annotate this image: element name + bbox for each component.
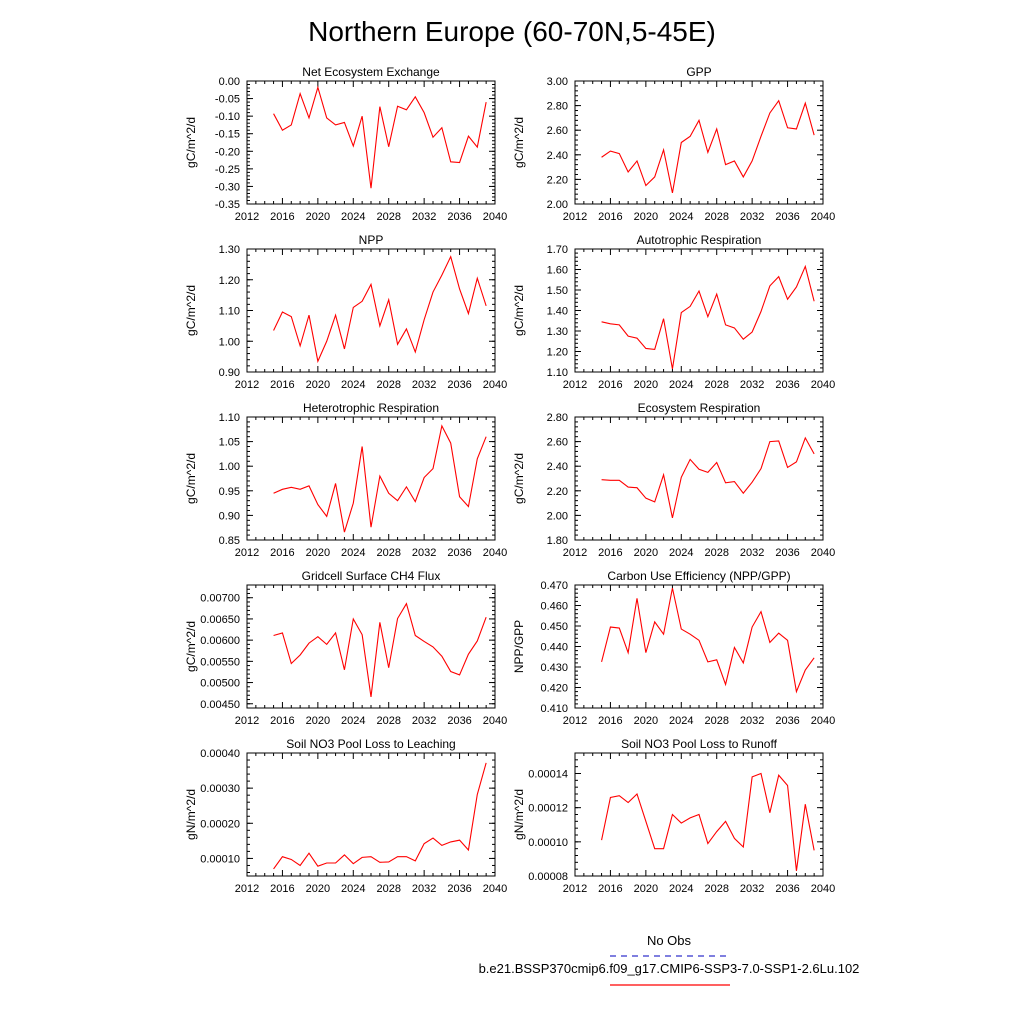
legend	[479, 933, 860, 985]
y-tick-label: 1.80	[546, 535, 568, 547]
x-tick-label: 2024	[669, 715, 694, 727]
y-tick-label: 1.50	[546, 285, 568, 297]
y-tick-label: 1.00	[218, 336, 240, 349]
x-tick-label: 2024	[341, 211, 366, 223]
x-tick-label: 2032	[411, 883, 437, 895]
x-tick-label: 2036	[775, 379, 800, 391]
y-tick-label: 0.00450	[200, 698, 240, 711]
y-tick-label: 2.60	[546, 436, 568, 449]
chart-heterotrophic-respiration	[184, 401, 507, 559]
x-tick-label: 2020	[633, 883, 659, 895]
y-tick-label: 0.00008	[528, 871, 568, 883]
x-tick-label: 2024	[669, 883, 694, 895]
y-tick-label: 0.00600	[200, 635, 240, 648]
plot-frame	[575, 417, 823, 540]
y-tick-label: 1.10	[546, 367, 568, 379]
x-tick-label: 2036	[775, 547, 800, 559]
chart-carbon-use-efficiency-npp-gpp	[512, 569, 835, 727]
y-tick-label: 1.10	[218, 412, 240, 424]
series-line-model	[274, 763, 487, 869]
y-tick-label: -0.20	[214, 146, 240, 159]
y-axis-label: gC/m^2/d	[184, 285, 198, 336]
y-tick-label: 1.10	[218, 305, 240, 318]
y-tick-label: 0.00650	[200, 613, 240, 626]
x-tick-label: 2016	[598, 715, 623, 727]
x-tick-label: 2028	[376, 379, 401, 391]
chart-title: Gridcell Surface CH4 Flux	[301, 569, 441, 583]
chart-gpp	[512, 65, 835, 223]
x-tick-label: 2020	[305, 883, 331, 895]
y-tick-label: 0.450	[540, 621, 568, 633]
y-tick-label: -0.15	[214, 128, 240, 141]
x-tick-label: 2032	[739, 547, 765, 559]
x-tick-label: 2028	[704, 379, 729, 391]
x-tick-label: 2028	[376, 547, 401, 559]
x-tick-label: 2016	[598, 883, 623, 895]
x-tick-label: 2028	[376, 883, 401, 895]
y-tick-label: 0.00	[218, 76, 240, 88]
x-tick-label: 2032	[411, 715, 437, 727]
y-tick-label: 1.70	[546, 244, 568, 256]
chart-soil-no3-pool-loss-to-leaching	[184, 737, 507, 895]
y-tick-label: 1.20	[546, 346, 568, 359]
figure-title: Northern Europe (60-70N,5-45E)	[308, 16, 716, 47]
chart-title: NPP	[358, 233, 384, 247]
x-tick-label: 2028	[376, 211, 401, 223]
chart-title: Autotrophic Respiration	[636, 233, 762, 247]
x-tick-label: 2012	[562, 883, 588, 895]
x-tick-label: 2012	[234, 379, 260, 391]
x-tick-label: 2020	[633, 715, 659, 727]
chart-net-ecosystem-exchange	[184, 65, 507, 223]
chart-title: Soil NO3 Pool Loss to Runoff	[621, 737, 777, 751]
x-tick-label: 2024	[669, 379, 694, 391]
y-tick-label: 0.00040	[200, 748, 240, 760]
x-tick-label: 2024	[669, 211, 694, 223]
x-tick-label: 2036	[775, 715, 800, 727]
y-tick-label: 1.20	[218, 274, 240, 287]
x-tick-label: 2032	[739, 715, 765, 727]
y-axis-label: gN/m^2/d	[512, 789, 526, 840]
chart-title: Net Ecosystem Exchange	[302, 65, 440, 79]
x-tick-label: 2036	[447, 211, 472, 223]
x-tick-label: 2036	[447, 379, 472, 391]
y-tick-label: 0.00550	[200, 656, 240, 669]
x-tick-label: 2012	[234, 547, 260, 559]
series-line-model	[602, 774, 815, 871]
y-axis-label: gC/m^2/d	[184, 117, 198, 168]
y-tick-label: 0.420	[540, 682, 568, 695]
series-line-model	[274, 257, 487, 362]
x-tick-label: 2036	[775, 211, 800, 223]
y-tick-label: -0.10	[214, 111, 240, 124]
y-tick-label: 0.00700	[200, 592, 240, 605]
x-tick-label: 2016	[598, 211, 623, 223]
x-tick-label: 2032	[411, 379, 437, 391]
y-tick-label: 0.430	[540, 662, 568, 674]
legend-model-label: b.e21.BSSP370cmip6.f09_g17.CMIP6-SSP3-7.0-SSP1-2.6Lu.102	[478, 961, 860, 976]
x-tick-label: 2032	[739, 883, 765, 895]
y-tick-label: -0.05	[214, 93, 240, 106]
x-tick-label: 2028	[376, 715, 401, 727]
panels-container	[184, 65, 835, 895]
chart-title: GPP	[686, 65, 712, 79]
x-tick-label: 2012	[234, 211, 260, 223]
x-tick-label: 2012	[562, 211, 588, 223]
y-axis-label: gC/m^2/d	[512, 285, 526, 336]
x-tick-label: 2012	[234, 883, 260, 895]
chart-ecosystem-respiration	[512, 401, 835, 559]
plot-frame	[575, 585, 823, 708]
x-tick-label: 2036	[447, 715, 472, 727]
y-axis-label: gC/m^2/d	[184, 621, 198, 672]
x-tick-label: 2032	[411, 547, 437, 559]
x-tick-label: 2040	[810, 211, 836, 223]
series-line-model	[274, 426, 487, 532]
y-tick-label: 2.80	[546, 412, 568, 424]
x-tick-label: 2016	[270, 211, 295, 223]
x-tick-label: 2040	[482, 883, 508, 895]
y-tick-label: 1.05	[218, 436, 240, 449]
x-tick-label: 2016	[270, 547, 295, 559]
y-tick-label: 0.410	[540, 703, 568, 715]
x-tick-label: 2020	[305, 379, 331, 391]
y-tick-label: 2.40	[546, 461, 568, 474]
chart-title: Heterotrophic Respiration	[302, 401, 440, 415]
x-tick-label: 2016	[598, 379, 623, 391]
x-tick-label: 2040	[810, 883, 836, 895]
x-tick-label: 2020	[305, 547, 331, 559]
x-tick-label: 2040	[482, 379, 508, 391]
x-tick-label: 2040	[810, 715, 836, 727]
x-tick-label: 2024	[341, 883, 366, 895]
chart-title: Ecosystem Respiration	[637, 401, 761, 415]
y-tick-label: -0.30	[214, 181, 240, 194]
x-tick-label: 2028	[704, 211, 729, 223]
y-tick-label: 0.460	[540, 600, 568, 613]
y-tick-label: 0.90	[218, 367, 240, 379]
y-tick-label: 0.00012	[528, 802, 568, 815]
x-tick-label: 2036	[447, 547, 472, 559]
x-tick-label: 2020	[305, 211, 331, 223]
x-tick-label: 2024	[669, 547, 694, 559]
x-tick-label: 2016	[270, 715, 295, 727]
x-tick-label: 2012	[562, 715, 588, 727]
x-tick-label: 2028	[704, 547, 729, 559]
x-tick-label: 2040	[482, 211, 508, 223]
y-tick-label: 0.00020	[200, 818, 240, 831]
chart-gridcell-surface-ch4-flux	[184, 569, 507, 727]
y-tick-label: 0.95	[218, 485, 240, 498]
x-tick-label: 2028	[704, 883, 729, 895]
x-tick-label: 2040	[482, 547, 508, 559]
x-tick-label: 2040	[482, 715, 508, 727]
x-tick-label: 2016	[598, 547, 623, 559]
plot-frame	[575, 249, 823, 372]
x-tick-label: 2040	[810, 547, 836, 559]
plot-frame	[247, 249, 495, 372]
x-tick-label: 2020	[305, 715, 331, 727]
y-tick-label: 0.85	[218, 535, 240, 547]
legend-obs-label: No Obs	[646, 933, 692, 948]
y-tick-label: 0.00014	[528, 768, 568, 781]
y-tick-label: 0.00010	[200, 853, 240, 866]
series-line-model	[602, 266, 815, 369]
y-tick-label: 1.00	[218, 461, 240, 474]
x-tick-label: 2020	[633, 547, 659, 559]
y-tick-label: -0.25	[214, 163, 240, 176]
y-tick-label: 1.30	[218, 244, 240, 256]
x-tick-label: 2036	[447, 883, 472, 895]
x-tick-label: 2020	[633, 379, 659, 391]
chart-title: Soil NO3 Pool Loss to Leaching	[286, 737, 456, 751]
x-tick-label: 2012	[562, 379, 588, 391]
x-tick-label: 2024	[341, 547, 366, 559]
plot-frame	[247, 417, 495, 540]
y-tick-label: 1.40	[546, 305, 568, 318]
x-tick-label: 2012	[234, 715, 260, 727]
y-tick-label: 2.00	[546, 199, 568, 211]
x-tick-label: 2024	[341, 715, 366, 727]
y-tick-label: 0.90	[218, 510, 240, 523]
y-tick-label: 2.20	[546, 174, 568, 187]
y-tick-label: 0.00010	[528, 836, 568, 849]
x-tick-label: 2032	[739, 379, 765, 391]
series-line-model	[602, 101, 815, 193]
y-tick-label: 0.00500	[200, 677, 240, 690]
x-tick-label: 2016	[270, 883, 295, 895]
chart-title: Carbon Use Efficiency (NPP/GPP)	[607, 569, 791, 583]
x-tick-label: 2016	[270, 379, 295, 391]
x-tick-label: 2020	[633, 211, 659, 223]
y-tick-label: -0.35	[214, 199, 240, 211]
y-axis-label: gN/m^2/d	[184, 789, 198, 840]
x-tick-label: 2036	[775, 883, 800, 895]
chart-npp	[184, 233, 507, 391]
series-line-model	[274, 604, 487, 697]
plot-frame	[575, 81, 823, 204]
plot-frame	[247, 585, 495, 708]
y-tick-label: 2.80	[546, 100, 568, 113]
y-axis-label: NPP/GPP	[512, 619, 526, 674]
y-tick-label: 2.60	[546, 125, 568, 138]
y-tick-label: 0.00030	[200, 783, 240, 796]
y-tick-label: 0.440	[540, 641, 568, 654]
y-tick-label: 3.00	[546, 76, 568, 88]
x-tick-label: 2032	[411, 211, 437, 223]
y-tick-label: 1.30	[546, 326, 568, 338]
y-tick-label: 0.470	[540, 580, 568, 592]
y-tick-label: 2.00	[546, 510, 568, 523]
x-tick-label: 2012	[562, 547, 588, 559]
chart-autotrophic-respiration	[512, 233, 835, 391]
x-tick-label: 2024	[341, 379, 366, 391]
y-axis-label: gC/m^2/d	[512, 453, 526, 504]
y-tick-label: 2.40	[546, 149, 568, 162]
series-line-model	[602, 588, 815, 692]
series-line-model	[274, 87, 487, 188]
y-tick-label: 2.20	[546, 485, 568, 498]
y-tick-label: 1.60	[546, 264, 568, 277]
y-axis-label: gC/m^2/d	[512, 117, 526, 168]
x-tick-label: 2028	[704, 715, 729, 727]
y-axis-label: gC/m^2/d	[184, 453, 198, 504]
series-line-model	[602, 438, 815, 518]
chart-soil-no3-pool-loss-to-runoff	[512, 737, 835, 895]
x-tick-label: 2032	[739, 211, 765, 223]
x-tick-label: 2040	[810, 379, 836, 391]
